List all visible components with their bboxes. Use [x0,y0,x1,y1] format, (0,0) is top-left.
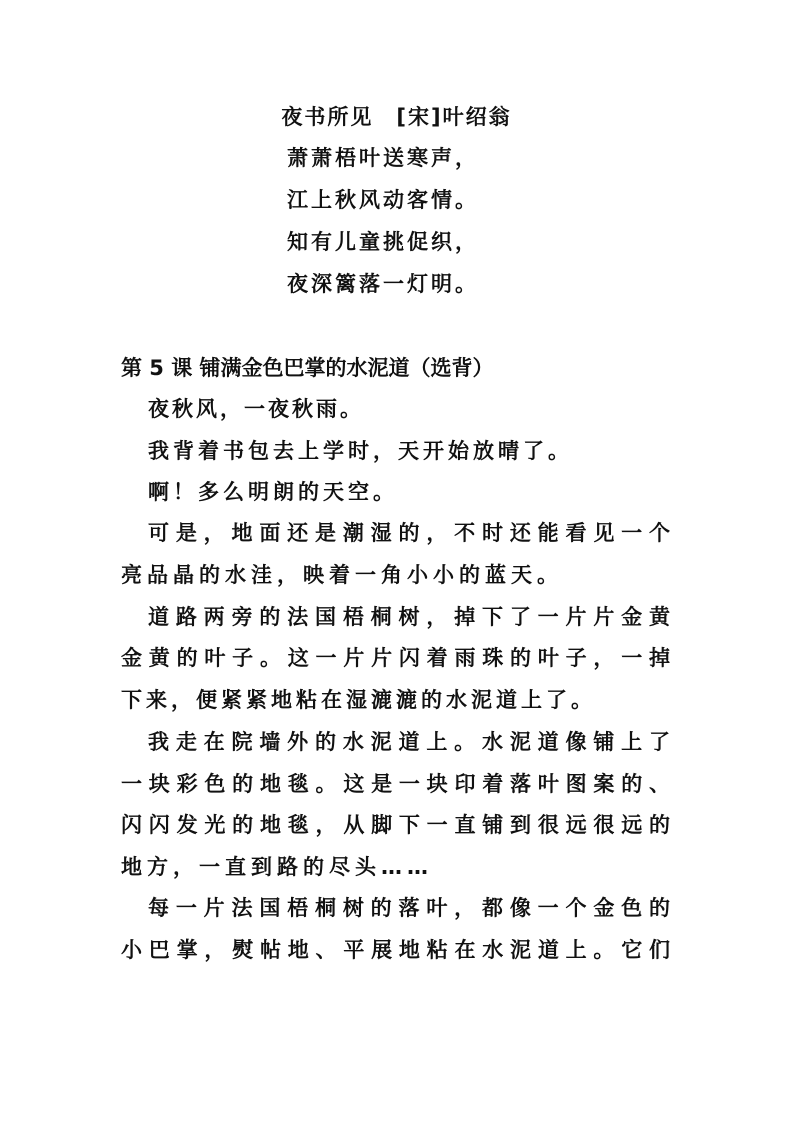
text-line: 可是，地面还是潮湿的，不时还能看见一个 [148,521,670,545]
poem-title: 夜书所见 [宋]叶绍翁 [281,105,512,129]
text-line: 夜秋风，一夜秋雨。 [148,397,364,421]
text-line: 一块彩色的地毯。这是一块印着落叶图案的、 [121,772,670,796]
poem-line: 夜深篱落一灯明。 [287,272,479,296]
text-line: 我走在院墙外的水泥道上。水泥道像铺上了 [148,730,670,754]
text-line: 金黄的叶子。这一片片闪着雨珠的叶子，一掉 [121,646,670,670]
lesson-heading: 第 5 课 铺满金色巴掌的水泥道（选背） [121,356,494,380]
poem-line: 江上秋风动客情。 [287,188,479,212]
text-line: 道路两旁的法国梧桐树，掉下了一片片金黄 [148,605,670,629]
text-line: 啊！多么明朗的天空。 [148,480,398,504]
text-line: 地方，一直到路的尽头…… [121,855,433,879]
poem-line: 知有儿童挑促织， [287,230,479,254]
text-line: 下来，便紧紧地粘在湿漉漉的水泥道上了。 [121,688,596,712]
text-line: 每一片法国梧桐树的落叶，都像一个金色的 [148,896,670,920]
text-line: 我背着书包去上学时，天开始放晴了。 [148,439,573,463]
text-line: 闪闪发光的地毯，从脚下一直铺到很远很远的 [121,813,670,837]
text-line: 小巴掌，熨帖地、平展地粘在水泥道上。它们 [121,938,670,962]
poem-line: 萧萧梧叶送寒声， [287,146,479,170]
text-line: 亮品晶的水洼，映着一角小小的蓝天。 [121,563,563,587]
